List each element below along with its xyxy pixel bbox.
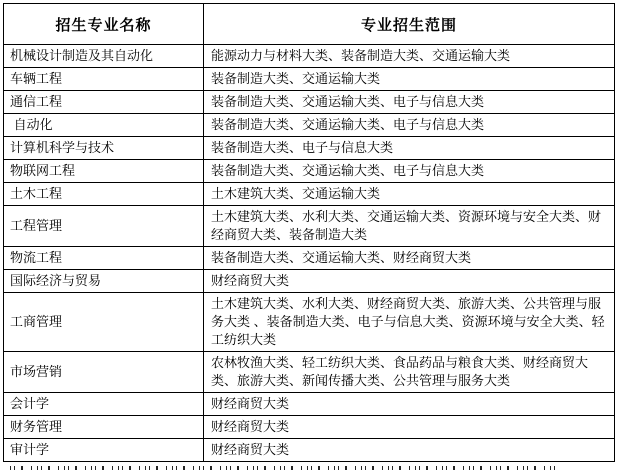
major-name-cell: 国际经济与贸易 (4, 270, 204, 293)
admission-scope-cell: 土木建筑大类、水利大类、财经商贸大类、旅游大类、公共管理与服务大类 、装备制造大类、电子与信息大类、资源环境与安全大类、轻工纺织大类 (204, 293, 615, 352)
major-name-cell: 财务管理 (4, 416, 204, 439)
clipped-partial-text-row (10, 466, 558, 470)
admission-scope-cell: 土木建筑大类、水利大类、交通运输大类、资源环境与安全大类、财经商贸大类、装备制造大类 (204, 206, 615, 247)
header-row (4, 4, 615, 45)
major-name-cell: 审计学 (4, 439, 204, 462)
table-row (4, 68, 615, 91)
table-row (4, 293, 615, 352)
table-row (4, 247, 615, 270)
major-name-cell: 工商管理 (4, 293, 204, 352)
major-name-cell: 计算机科学与技术 (4, 137, 204, 160)
major-name-cell: 物流工程 (4, 247, 204, 270)
admission-scope-cell: 土木建筑大类、交通运输大类 (204, 183, 615, 206)
major-name-cell: 自动化 (4, 114, 204, 137)
admission-scope-cell: 装备制造大类、交通运输大类、电子与信息大类 (204, 91, 615, 114)
table-row (4, 45, 615, 68)
admission-scope-cell: 装备制造大类、交通运输大类、电子与信息大类 (204, 114, 615, 137)
header-major-name: 招生专业名称 (4, 4, 204, 45)
major-name-cell: 通信工程 (4, 91, 204, 114)
table-row (4, 416, 615, 439)
major-name-cell: 会计学 (4, 393, 204, 416)
admission-scope-cell: 财经商贸大类 (204, 393, 615, 416)
admission-scope-cell: 财经商贸大类 (204, 416, 615, 439)
table-row (4, 206, 615, 247)
table-row (4, 183, 615, 206)
major-name-cell: 机械设计制造及其自动化 (4, 45, 204, 68)
major-name-cell: 物联网工程 (4, 160, 204, 183)
major-name-cell: 土木工程 (4, 183, 204, 206)
table-row (4, 91, 615, 114)
table-row (4, 114, 615, 137)
table-row (4, 393, 615, 416)
table-row (4, 137, 615, 160)
table-row (4, 439, 615, 462)
major-name-cell: 车辆工程 (4, 68, 204, 91)
admission-scope-cell: 财经商贸大类 (204, 270, 615, 293)
table-row (4, 270, 615, 293)
admission-scope-cell: 农林牧渔大类、轻工纺织大类、食品药品与粮食大类、财经商贸大类、旅游大类、新闻传播大类、公共管理与服务大类 (204, 352, 615, 393)
table-body (4, 45, 615, 462)
table-row (4, 352, 615, 393)
admission-scope-cell: 装备制造大类、交通运输大类、电子与信息大类 (204, 160, 615, 183)
admission-scope-cell: 装备制造大类、交通运输大类、财经商贸大类 (204, 247, 615, 270)
major-name-cell: 市场营销 (4, 352, 204, 393)
admission-majors-table (3, 3, 615, 462)
table-row (4, 160, 615, 183)
admission-scope-cell: 装备制造大类、电子与信息大类 (204, 137, 615, 160)
admission-scope-cell: 能源动力与材料大类、装备制造大类、交通运输大类 (204, 45, 615, 68)
admission-scope-cell: 装备制造大类、交通运输大类 (204, 68, 615, 91)
major-name-cell: 工程管理 (4, 206, 204, 247)
header-admission-scope: 专业招生范围 (204, 4, 615, 45)
table-header (4, 4, 615, 45)
admission-scope-cell: 财经商贸大类 (204, 439, 615, 462)
